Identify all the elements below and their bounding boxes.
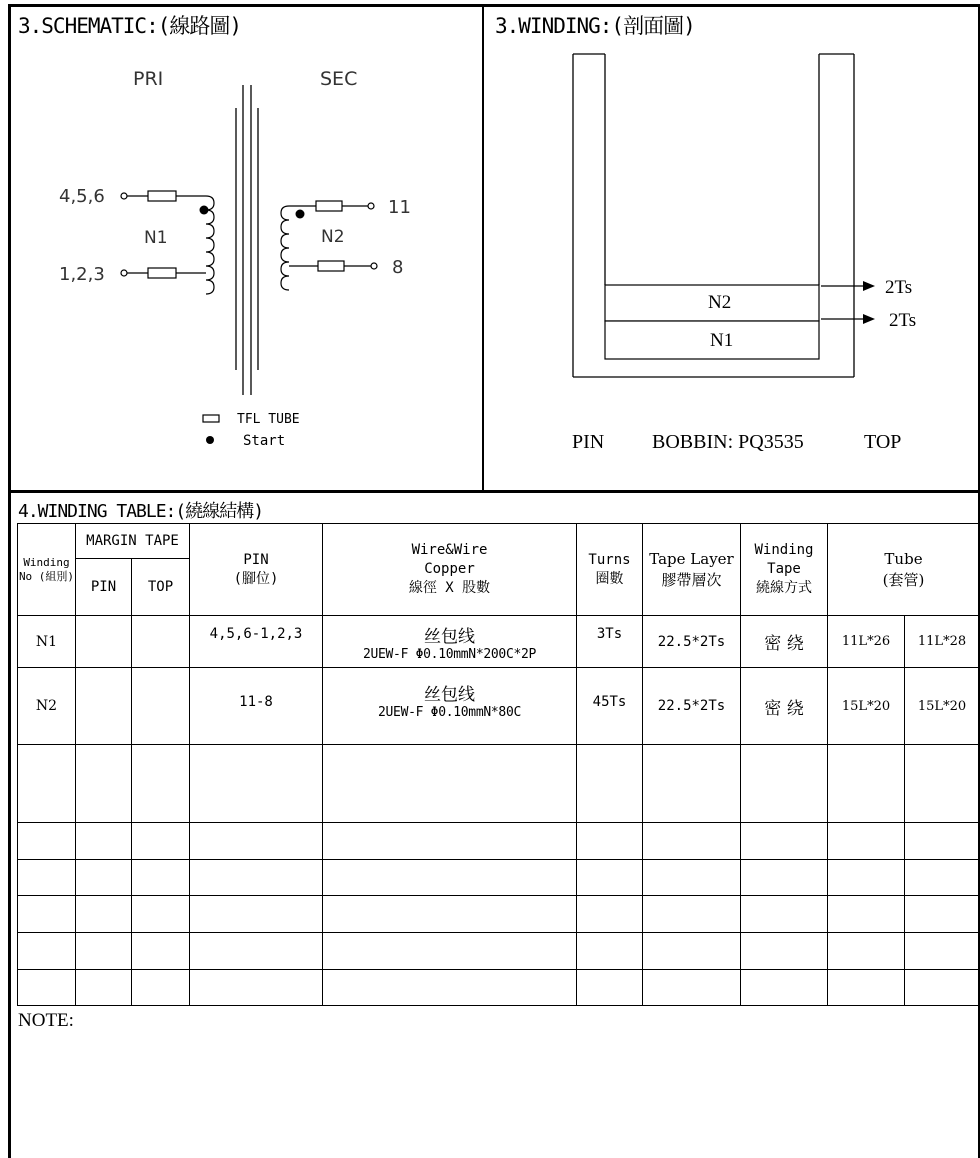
row-pin: 11-8 <box>190 668 323 745</box>
row-tube-a: 11L*26 <box>828 616 905 668</box>
table-row-empty <box>18 823 980 860</box>
row-winding-tape: 密 绕 <box>741 616 828 668</box>
winding-table <box>17 523 980 1006</box>
header-pin <box>190 524 323 616</box>
legend-start: Start <box>243 433 286 449</box>
row-turns: 3Ts <box>577 616 643 668</box>
legend-tfl-tube: TFL TUBE <box>237 412 300 427</box>
header-winding-tape-sub: 繞線方式 <box>756 579 812 596</box>
row-winding-no: N1 <box>18 616 76 668</box>
header-wire-sub2: 線徑 X 股數 <box>408 579 491 596</box>
pin-label-8: 8 <box>392 257 404 278</box>
row-wire <box>323 616 577 668</box>
pri-label: PRI <box>133 68 164 90</box>
pin-label-11: 11 <box>388 197 411 218</box>
section-divider <box>8 490 980 493</box>
panel-divider <box>482 4 484 491</box>
schematic-diagram <box>11 40 481 470</box>
row-wire <box>323 668 577 745</box>
row-tape-layer: 22.5*2Ts <box>643 616 741 668</box>
header-turns <box>577 524 643 616</box>
header-pin-label: PIN <box>243 551 269 568</box>
table-row-empty <box>18 745 980 823</box>
table-row <box>18 668 980 745</box>
top-side-label: TOP <box>864 431 902 453</box>
header-wire-sub: Copper <box>424 561 475 578</box>
header-tape-layer-sub: 膠帶層次 <box>661 570 722 589</box>
row-margin-top <box>132 616 190 668</box>
winding-table-title: 4.WINDING TABLE:(繞線結構) <box>18 501 264 522</box>
turn-arrows <box>821 286 863 319</box>
n2-turns-label: 2Ts <box>885 277 913 298</box>
header-turns-sub: 圈數 <box>595 570 624 587</box>
n2-layer-label: N2 <box>708 292 732 313</box>
arrow-head-n2 <box>863 281 875 291</box>
n1-turns-label: 2Ts <box>889 310 917 331</box>
table-row-empty <box>18 933 980 970</box>
header-margin-pin: PIN <box>76 559 132 616</box>
header-tube-label: Tube <box>884 550 923 569</box>
header-pin-sub: (腳位) <box>233 570 279 587</box>
header-winding-tape <box>741 524 828 616</box>
start-legend-dot <box>206 436 214 444</box>
primary-start-dot <box>200 206 209 215</box>
row-wire-spec: 2UEW-F Φ0.10mmN*200C*2P <box>362 646 537 662</box>
table-row-empty <box>18 860 980 896</box>
header-margin-tape: MARGIN TAPE <box>76 524 190 559</box>
bobbin-label: BOBBIN: PQ3535 <box>652 431 804 453</box>
row-tape-layer: 22.5*2Ts <box>643 668 741 745</box>
header-turns-label: Turns <box>588 551 631 568</box>
table-row-empty <box>18 970 980 1006</box>
header-wire <box>323 524 577 616</box>
row-tube-b: 15L*20 <box>905 668 980 745</box>
header-winding-tape-label: Winding Tape <box>754 542 814 578</box>
row-margin-top <box>132 668 190 745</box>
header-margin-top: TOP <box>132 559 190 616</box>
pin-side-label: PIN <box>572 431 605 453</box>
pin-label-4-5-6: 4,5,6 <box>59 186 105 207</box>
header-wire-label: Wire&Wire <box>411 542 488 559</box>
winding-title: 3.WINDING:(剖面圖) <box>495 14 695 38</box>
row-tube-b: 11L*28 <box>905 616 980 668</box>
header-tube-sub: (套管) <box>882 570 925 589</box>
n2-schematic-label: N2 <box>321 227 345 247</box>
row-wire-spec: 2UEW-F Φ0.10mmN*80C <box>377 705 521 720</box>
sec-label: SEC <box>320 68 358 90</box>
header-tape-layer-label: Tape Layer <box>649 550 734 569</box>
table-row <box>18 616 980 668</box>
n1-schematic-label: N1 <box>144 228 168 248</box>
header-winding-no: Winding No (組別) <box>18 524 76 616</box>
row-margin-pin <box>76 616 132 668</box>
row-tube-a: 15L*20 <box>828 668 905 745</box>
winding-cross-section <box>485 40 979 480</box>
row-winding-tape: 密 绕 <box>741 668 828 745</box>
table-header-row <box>18 524 980 559</box>
secondary-start-dot <box>296 210 305 219</box>
schematic-title: 3.SCHEMATIC:(線路圖) <box>18 14 242 38</box>
row-wire-type: 丝包线 <box>424 685 475 705</box>
row-pin: 4,5,6-1,2,3 <box>190 616 323 668</box>
table-row-empty <box>18 896 980 933</box>
row-winding-no: N2 <box>18 668 76 745</box>
header-tube <box>828 524 980 616</box>
transformer-core <box>236 85 258 395</box>
n1-layer-label: N1 <box>710 330 734 351</box>
tube-legend-icon <box>203 415 219 422</box>
row-turns: 45Ts <box>577 668 643 745</box>
row-margin-pin <box>76 668 132 745</box>
arrow-head-n1 <box>863 314 875 324</box>
header-tape-layer <box>643 524 741 616</box>
pin-label-1-2-3: 1,2,3 <box>59 264 105 285</box>
note-label: NOTE: <box>18 1010 74 1031</box>
row-wire-type: 丝包线 <box>424 626 475 647</box>
